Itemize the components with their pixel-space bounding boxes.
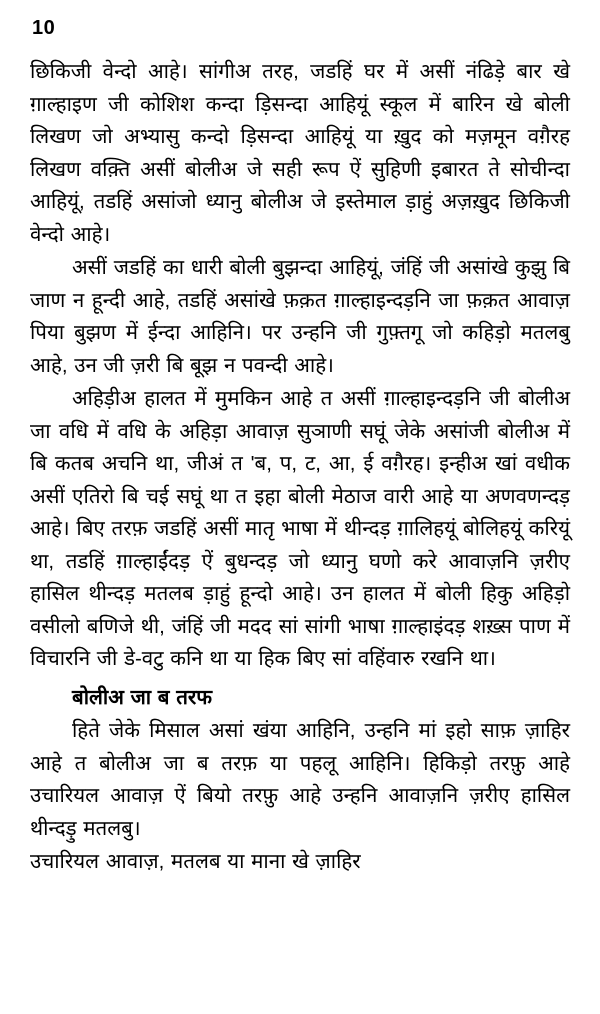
paragraph-continuation: उचारियल आवाज़, मतलब या माना खे ज़ाहिर [30,850,361,873]
paragraph: छिकिजी वेन्दो आहे। सांगीअ तरह, जडहिं घर में असीं नंढिड़े बार खे ग़ाल्हाइण जी कोशिश कन्दा ड़िसन्दा आहियूं स्कूल में बारिन खे बोली लिखण जो अभ्यासु कन्दो ड़िसन्दा आहियूं या ख़ुद को मज़मून वग़ैरह लिखण वक़्ति असीं बोलीअ जे सही रूप ऐं सुहिणी इबारत ते सोचीन्दा आहियूं, तडहिं असांजो ध्यानु बोलीअ जे इस्तेमाल ड़ाहुं अज़ख़ुद छिकिजी वेन्दो आहे। [30,60,570,246]
paragraph: असीं जडहिं का धारी बोली बुझन्दा आहियूं, जंहिं जी असांखे कुझु बि जाण न हून्दी आहे, तडहिं असांखे फ़क़त ग़ाल्हाइन्दड़नि जा फ़क़त आवाज़ पिया बुझण में ईन्दा आहिनि। पर उन्हनि जी गुफ़्तगू जो कहिड़ो मतलबु आहे, उन जी ज़री बि बूझ न पवन्दी आहे। [30,256,570,377]
paragraph: हिते जेके मिसाल असां खंया आहिनि, उन्हनि मां इहो साफ़ ज़ाहिर आहे त बोलीअ जा ब तरफ़ या पहलू आहिनि। हिकिड़ो तरफ़ु आहे उचारियल आवाज़ ऐं बियो तरफ़ु आहे उन्हनि आवाज़नि ज़रीए हासिल थीन्दड़ु मतलबु। [30,719,570,840]
page-body [30,56,570,879]
section-heading: बोलीअ जा ब तरफ [72,685,213,709]
page-number: 10 [32,17,56,39]
paragraph: अहिड़ीअ हालत में मुमकिन आहे त असीं ग़ाल्हाइन्दड़नि जी बोलीअ जा वधि में वधि के अहिड़ा आवाज़ सुञाणी सघूं जेके असांजी बोलीअ में बि कतब अचनि था, जीअं त 'ब, प, ट, आ, ई वग़ैरह। इन्हीअ खां वधीक असीं एतिरो बि चई सघूं था त इहा बोली मेठाज वारी आहे या अणवणन्दड़ आहे। बिए तरफ़ जडहिं असीं मातृ भाषा में थीन्दड़ ग़ालिहयूं बोलिहयूं करियूं था, तडहिं ग़ाल्हाईंदड़ ऐं बुधन्दड़ जो ध्यानु घणो करे आवाज़नि ज़रीए हासिल थीन्दड़ मतलब ड़ाहुं हून्दो आहे। उन हालत में बोली हिकु अहिड़ो वसीलो बणिजे थी, जंहिं जी मदद सां सांगी भाषा ग़ाल्हाइंदड़ शख़्स पाण में विचारनि जी डे-वटु कनि था या हिक बिए सां वहिंवारु रखनि था। [30,387,570,670]
